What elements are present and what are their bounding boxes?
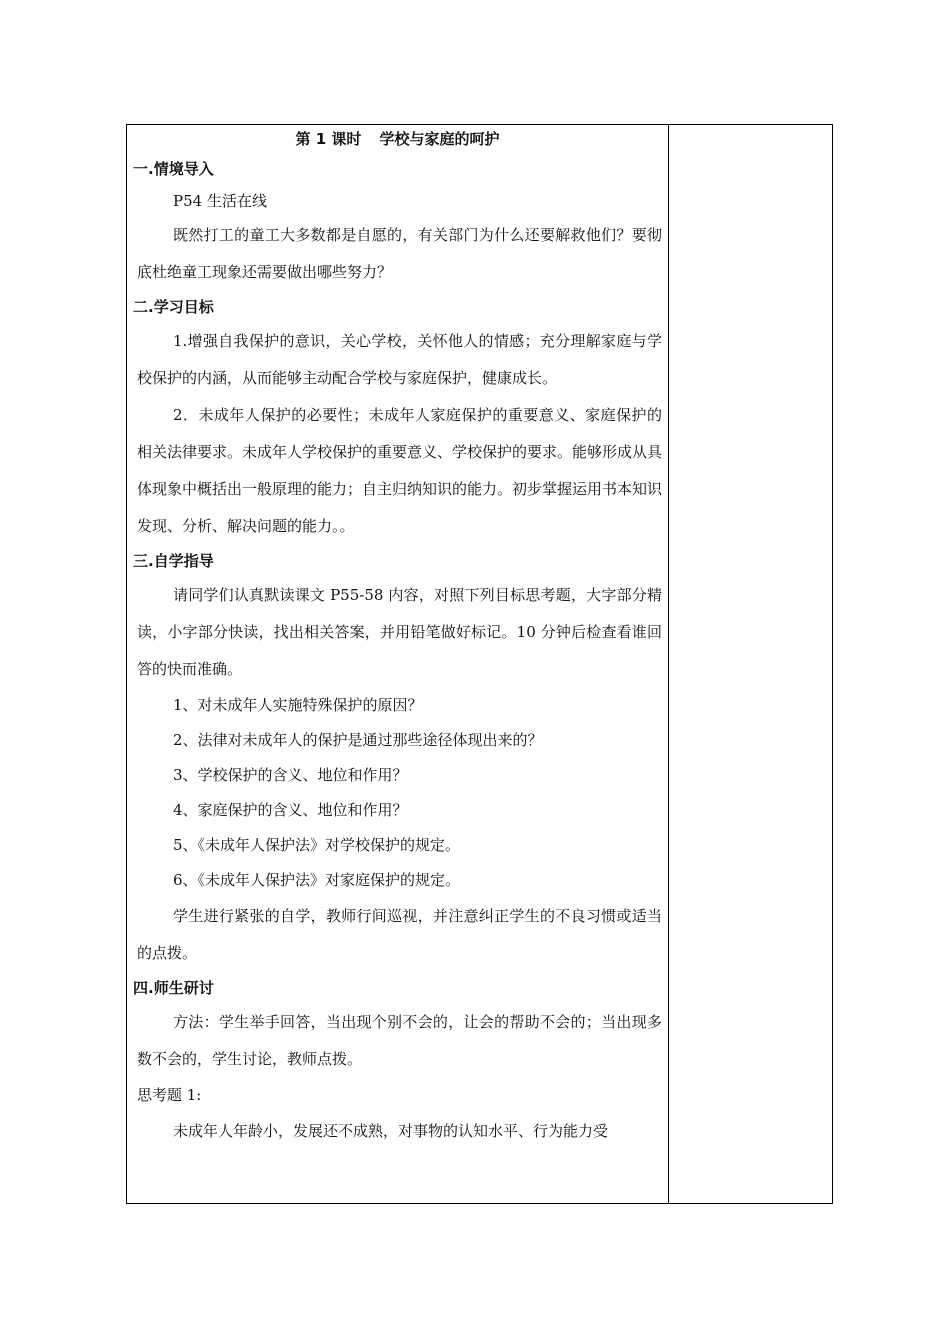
question-item: 2、法律对未成年人的保护是通过那些途径体现出来的？ bbox=[173, 731, 543, 749]
section-heading-intro: 一.情境导入 bbox=[133, 160, 214, 178]
paragraph-self-study-outro: 学生进行紧张的自学，教师行间巡视，并注意纠正学生的不良习惯或适当的点拨。 bbox=[137, 907, 662, 962]
question-item: 4、家庭保护的含义、地位和作用？ bbox=[173, 801, 408, 819]
question-item: 6、《未成年人保护法》对家庭保护的规定。 bbox=[173, 871, 461, 889]
paragraph-question-1-answer: 未成年人年龄小，发展还不成熟，对事物的认知水平、行为能力受 bbox=[173, 1122, 609, 1140]
paragraph-goal-2: 2．未成年人保护的必要性；未成年人家庭保护的重要意义、家庭保护的相关法律要求。未成年人学校保护的重要意义、学校保护的要求。能够形成从具体现象中概括出一般原理的能力；自主归纳知识的能力。初步掌握运用书本知识发现、分析、解决问题的能力。。 bbox=[137, 406, 663, 535]
section-heading-discussion: 四.师生研讨 bbox=[133, 979, 214, 997]
lesson-number: 第 1 课时 bbox=[295, 130, 362, 148]
notes-cell bbox=[669, 125, 832, 1203]
lesson-title bbox=[127, 125, 668, 153]
lesson-content-cell bbox=[127, 125, 668, 1203]
question-1-label: 思考题 1: bbox=[137, 1086, 202, 1104]
section-heading-self-study: 三.自学指导 bbox=[133, 552, 214, 570]
paragraph-self-study-intro: 请同学们认真默读课文 P55-58 内容，对照下列目标思考题，大字部分精读，小字部分快读，找出相关答案，并用铅笔做好标记。10 分钟后检查看谁回答的快而准确。 bbox=[137, 586, 662, 678]
paragraph-reference: P54 生活在线 bbox=[173, 192, 267, 210]
paragraph-discussion-method: 方法：学生举手回答，当出现个别不会的，让会的帮助不会的；当出现多数不会的，学生讨论，教师点拨。 bbox=[137, 1013, 662, 1068]
paragraph-scenario-question: 既然打工的童工大多数都是自愿的，有关部门为什么还要解救他们？要彻底杜绝童工现象还需要做出哪些努力？ bbox=[137, 226, 662, 281]
lesson-table bbox=[126, 124, 833, 1204]
section-heading-goals: 二.学习目标 bbox=[133, 298, 214, 316]
question-item: 1、对未成年人实施特殊保护的原因？ bbox=[173, 696, 423, 714]
question-item: 3、学校保护的含义、地位和作用？ bbox=[173, 766, 408, 784]
question-item: 5、《未成年人保护法》对学校保护的规定。 bbox=[173, 836, 461, 854]
paragraph-goal-1: 1.增强自我保护的意识，关心学校，关怀他人的情感；充分理解家庭与学校保护的内涵，从而能够主动配合学校与家庭保护，健康成长。 bbox=[137, 332, 662, 387]
lesson-name: 学校与家庭的呵护 bbox=[379, 130, 500, 148]
